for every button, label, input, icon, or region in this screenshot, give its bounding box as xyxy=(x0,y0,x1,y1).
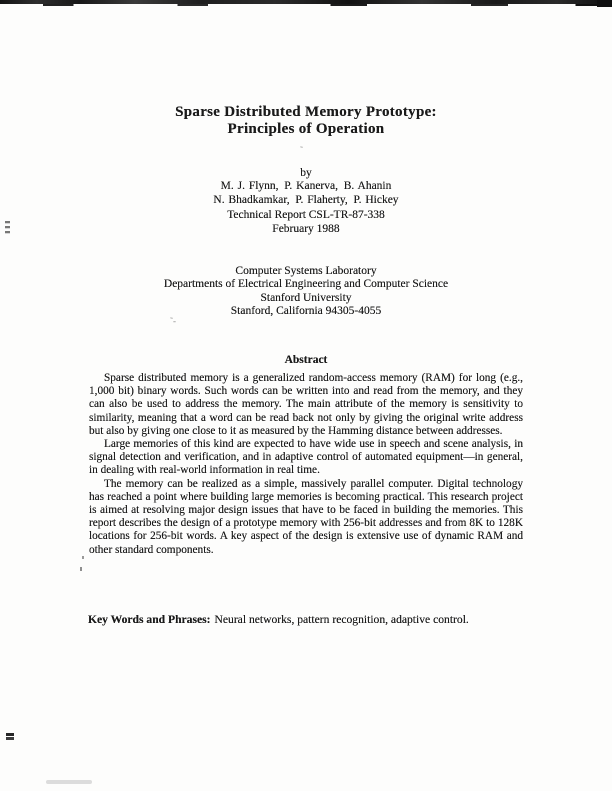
keywords-line xyxy=(88,613,548,626)
report-id-block xyxy=(0,209,612,237)
scan-artifact-top-edge-lower xyxy=(0,4,612,6)
abstract-body xyxy=(89,372,523,557)
abstract-paragraph-2: Large memories of this kind are expected to have wide use in speech and scene analysis, in signal detection and verification, and in adaptive control of automated equipment—in general, in dealing with real-world information in real time. xyxy=(89,438,523,477)
scan-artifact-tilde-under-title: ˜ xyxy=(300,145,303,155)
affiliation-address: Stanford, California 94305-4055 xyxy=(230,305,382,318)
abstract-paragraph-1: Sparse distributed memory is a generalized random-access memory (RAM) for long (e.g., 1,000 bit) binary words. Such words can be written into and read from the memory, and they can also be used to address the memory. The main attribute of the memory is sensitivity to similarity, meaning that a word can be read back not only by giving the original write address but also by giving one close to it as measured by the Hamming distance between addresses. xyxy=(89,372,523,437)
scan-artifact-speck xyxy=(82,556,84,559)
affiliation-laboratory: Computer Systems Laboratory xyxy=(235,265,377,277)
authors-line-2: N. Bhadkamkar, P. Flaherty, P. Hickey xyxy=(213,193,399,206)
report-number: Technical Report CSL-TR-87-338 xyxy=(227,209,385,221)
report-title-line-1: Sparse Distributed Memory Prototype: xyxy=(175,104,437,120)
scan-artifact-bottom-left-mark xyxy=(6,733,14,740)
abstract-heading: Abstract xyxy=(284,354,328,366)
affiliation-departments: Departments of Electrical Engineering and Computer Science xyxy=(163,278,449,291)
scan-artifact-speck xyxy=(80,567,82,571)
scan-artifact-bottom-smudge xyxy=(46,780,92,784)
scan-artifact-tilde-under-address: ˜- xyxy=(170,316,176,326)
scan-artifact-top-right-corner xyxy=(597,0,612,7)
affiliation-block xyxy=(0,265,612,319)
keywords-text: Neural networks, pattern recognition, adaptive control. xyxy=(214,613,469,626)
abstract-paragraph-3: The memory can be realized as a simple, massively parallel computer. Digital technology has reached a point where building large memories is becoming practical. This research project is aimed at resolving major design issues that have to be faced in building the memories. This report describes the design of a prototype memory with 256-bit addresses and from 8K to 128K locations for 256-bit words. A key aspect of the design is extensive use of dynamic RAM and other standard components. xyxy=(89,477,523,556)
keywords-label: Key Words and Phrases: xyxy=(88,613,211,626)
author-block xyxy=(0,167,612,207)
byline: by xyxy=(300,167,312,179)
affiliation-university: Stanford University xyxy=(260,291,352,304)
report-date: February 1988 xyxy=(272,222,340,235)
authors-line-1: M. J. Flynn, P. Kanerva, B. Ahanin xyxy=(220,180,392,193)
report-title-line-2: Principles of Operation xyxy=(227,121,385,137)
title-block xyxy=(0,104,612,138)
